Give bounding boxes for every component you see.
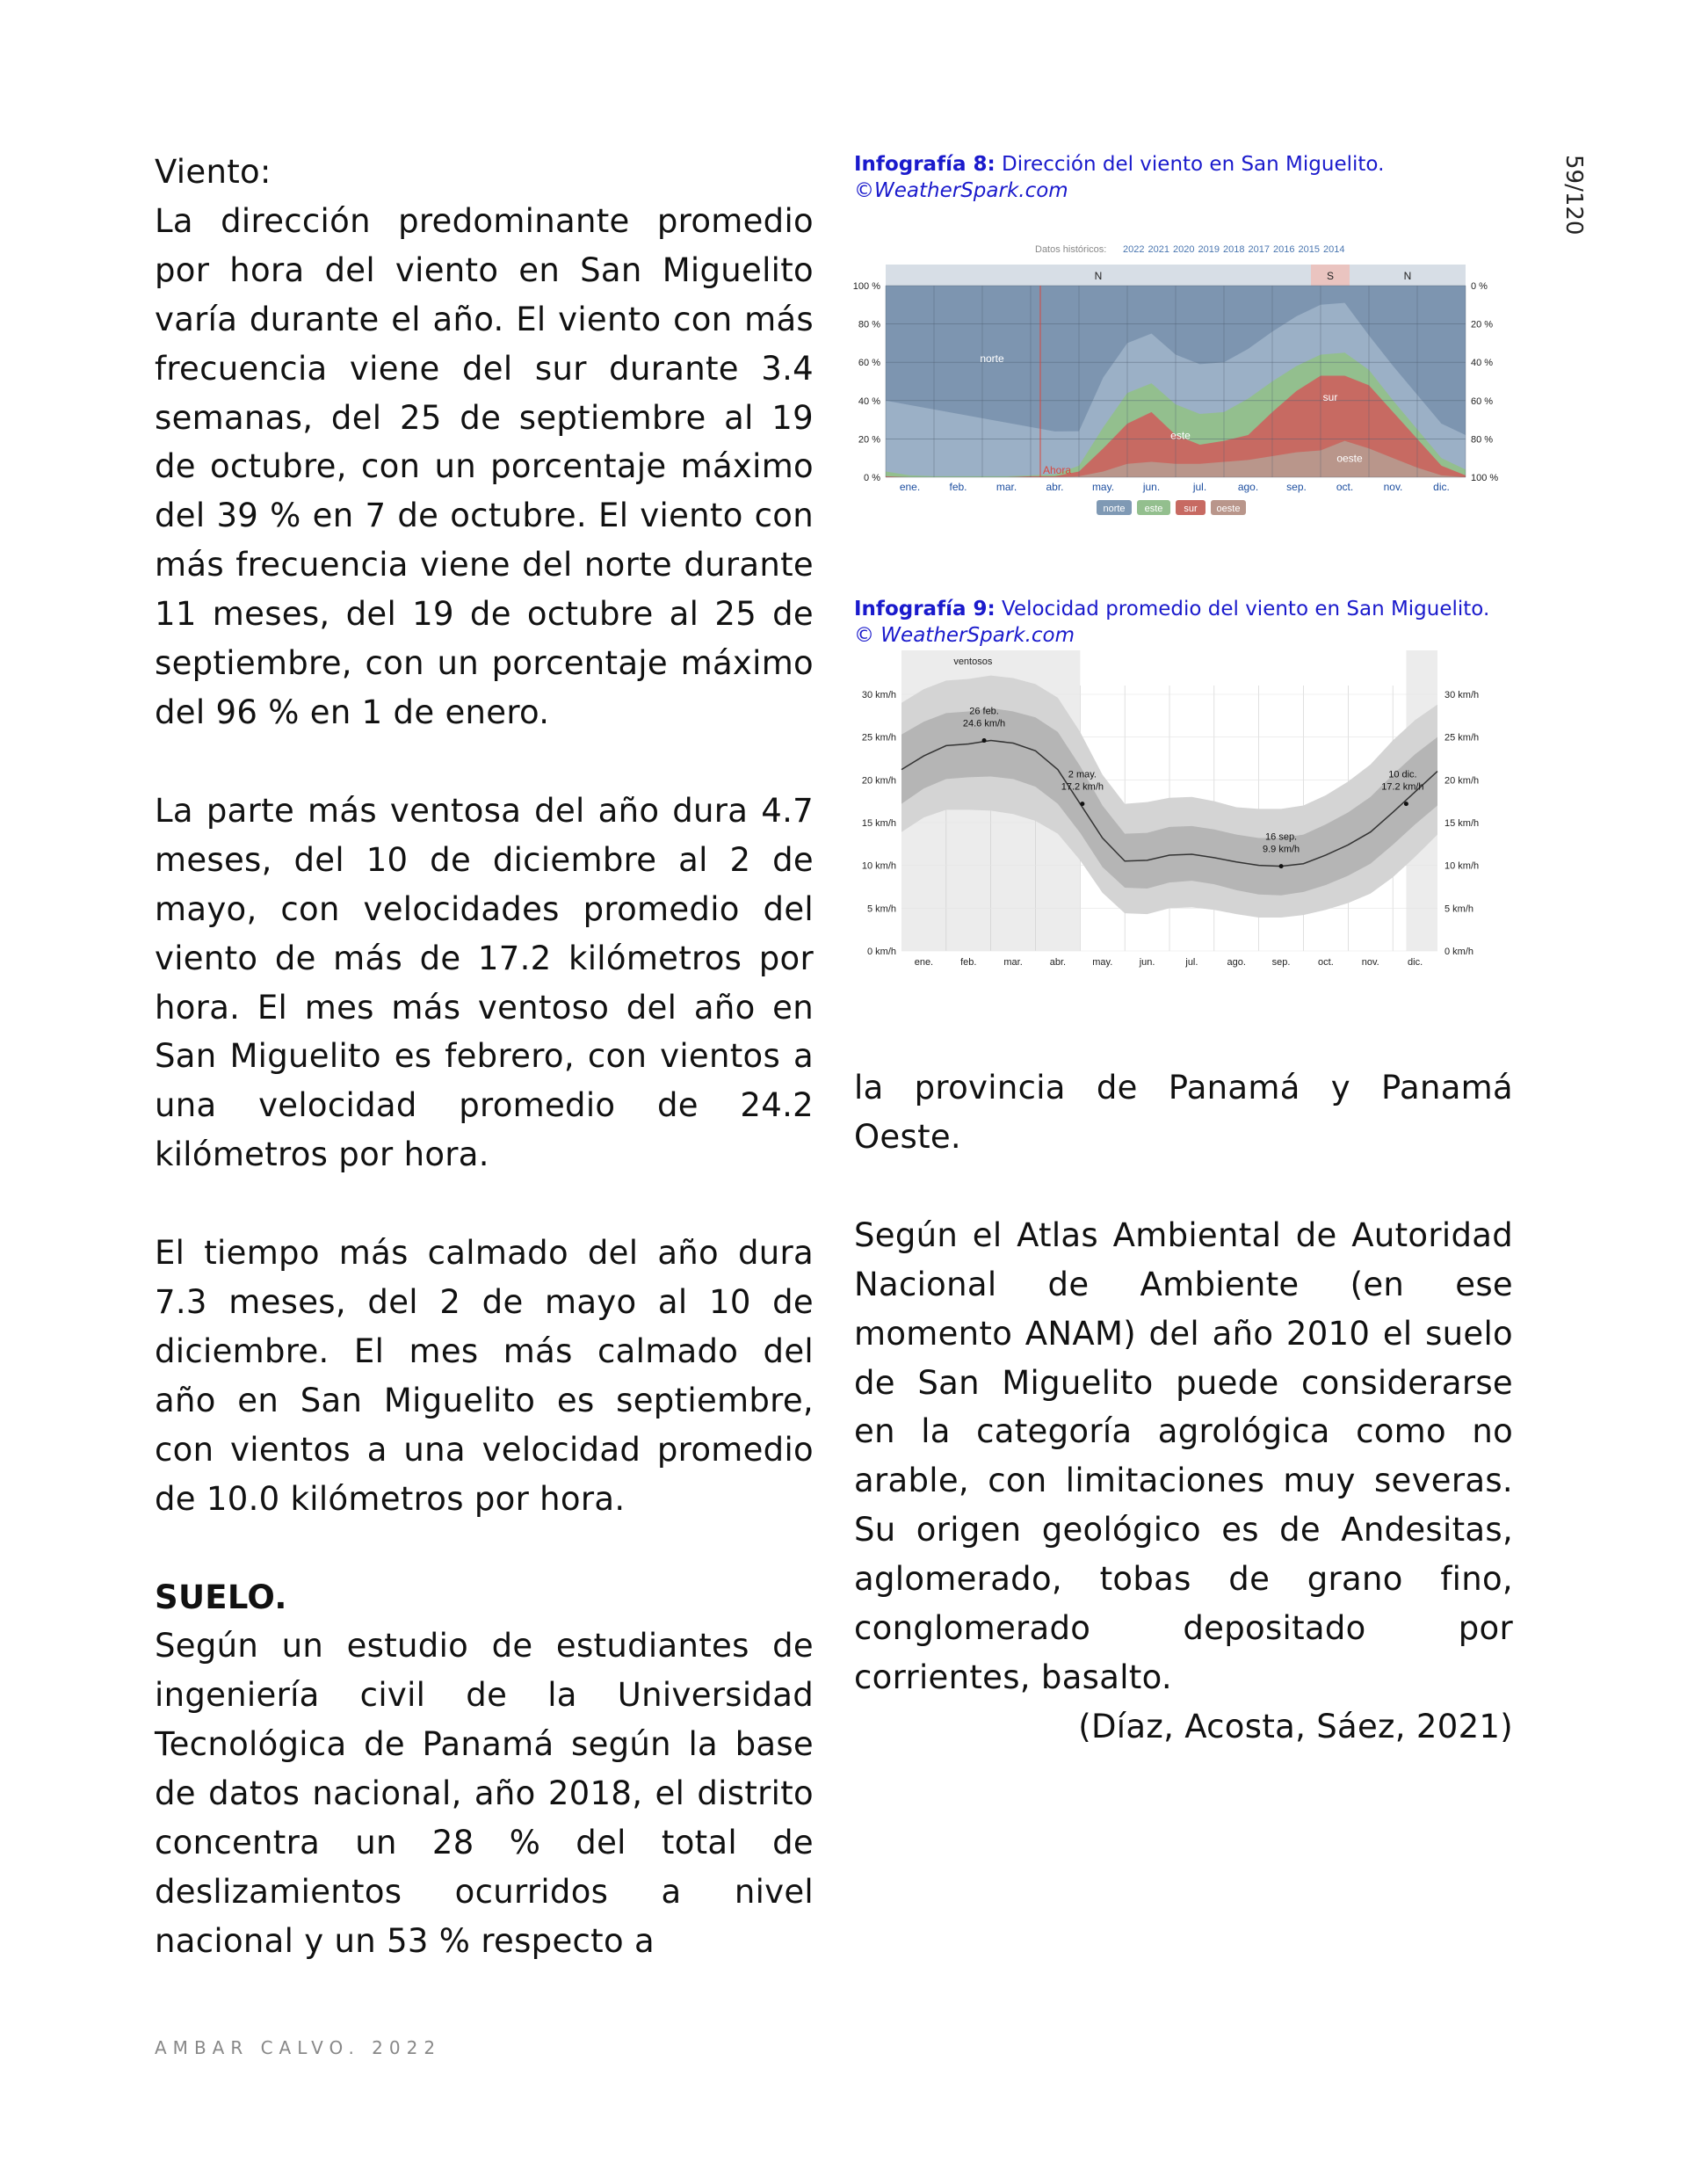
y-axis-left-tick: 60 % xyxy=(858,358,880,369)
y-axis-right-tick: 5 km/h xyxy=(1444,903,1474,915)
dominant-direction-band xyxy=(886,265,1466,286)
page-number: 59/120 xyxy=(1560,155,1587,236)
figure-8-label: Infografía 8: xyxy=(854,153,996,176)
y-axis-left-tick: 25 km/h xyxy=(861,732,896,744)
annotation-value: 17.2 km/h xyxy=(1061,781,1104,793)
y-axis-right-tick: 30 km/h xyxy=(1444,690,1480,700)
dominant-direction-label: N xyxy=(1094,270,1103,282)
figure-9-title: Velocidad promedio del viento en San Miguelito. xyxy=(995,598,1490,620)
annotation-date: 10 dic. xyxy=(1388,769,1417,780)
legend-label-oeste: oeste xyxy=(1216,504,1241,514)
x-axis-tick: ene. xyxy=(899,481,921,493)
left-column xyxy=(155,148,814,1966)
y-axis-right-tick: 0 km/h xyxy=(1444,947,1474,957)
y-axis-left-tick: 0 km/h xyxy=(866,947,896,957)
annotation-date: 16 sep. xyxy=(1265,831,1298,843)
x-axis-tick: ago. xyxy=(1237,481,1259,493)
area-label-norte: norte xyxy=(980,352,1004,366)
y-axis-left-tick: 30 km/h xyxy=(861,690,896,700)
x-axis-tick: feb. xyxy=(949,481,967,493)
province-paragraph: la provincia de Panamá y Panamá Oeste. xyxy=(854,1069,1513,1156)
windy-season-paragraph: La parte más ventosa del año dura 4.7 meses, del 10 de diciembre al 2 de mayo, con velocidades promedio del viento de más de 17.2 kilómetros por hora. El mes más ventoso del año en San Miguelito es febrero, con vientos a una velocidad promedio de 24.2 kilómetros por hora. xyxy=(155,791,814,1174)
now-marker-label: Ahora xyxy=(1043,464,1072,476)
figure-9-source: © WeatherSpark.com xyxy=(854,624,1075,647)
x-axis-tick: jul. xyxy=(1192,481,1207,493)
y-axis-right-tick: 60 % xyxy=(1471,395,1494,407)
annotation-date: 2 may. xyxy=(1068,769,1097,780)
x-axis-tick: ene. xyxy=(914,957,934,968)
dominant-direction-label: S xyxy=(1326,270,1335,282)
x-axis-tick: ago. xyxy=(1227,957,1246,968)
history-year: 2019 xyxy=(1198,244,1220,255)
right-column xyxy=(854,1063,1513,1752)
figure-8-caption xyxy=(854,151,1539,204)
history-year: 2015 xyxy=(1298,244,1320,255)
y-axis-left-tick: 100 % xyxy=(852,281,880,292)
y-axis-right-tick: 25 km/h xyxy=(1444,732,1480,744)
windy-period-label: ventosos xyxy=(953,657,993,667)
x-axis-tick: jul. xyxy=(1185,957,1198,968)
legend-label-sur: sur xyxy=(1184,504,1198,514)
x-axis-tick: may. xyxy=(1091,481,1115,493)
y-axis-left-tick: 15 km/h xyxy=(861,818,896,829)
history-year: 2022 xyxy=(1123,244,1145,255)
annotation-point xyxy=(1404,802,1408,806)
annotation-value: 17.2 km/h xyxy=(1381,781,1424,793)
x-axis-tick: oct. xyxy=(1318,957,1334,968)
y-axis-right-tick: 20 % xyxy=(1471,319,1494,330)
x-axis-tick: mar. xyxy=(996,481,1017,493)
dominant-direction-label: N xyxy=(1403,270,1412,282)
y-axis-left-tick: 5 km/h xyxy=(866,903,896,915)
history-year: 2016 xyxy=(1273,244,1295,255)
annotation-point xyxy=(1279,864,1284,868)
y-axis-left-tick: 80 % xyxy=(858,319,880,330)
citation: (Díaz, Acosta, Sáez, 2021) xyxy=(1078,1707,1513,1745)
figure-9-label: Infografía 9: xyxy=(854,598,996,620)
soil-study-paragraph: Según un estudio de estudiantes de ingeniería civil de la Universidad Tecnológica de Panamá según la base de datos nacional, año 2018, el distrito concentra un 28 % del total de deslizamientos ocurridos a nivel nacional y un 53 % respecto a xyxy=(155,1627,814,1960)
calm-season-paragraph: El tiempo más calmado del año dura 7.3 meses, del 2 de mayo al 10 de diciembre. El mes más calmado del año en San Miguelito es septiembre, con vientos a una velocidad promedio de 10.0 kilómetros por hora. xyxy=(155,1234,814,1518)
y-axis-left-tick: 20 % xyxy=(858,434,880,446)
annotation-value: 24.6 km/h xyxy=(962,718,1006,729)
y-axis-right-tick: 40 % xyxy=(1471,358,1494,369)
y-axis-left-tick: 0 % xyxy=(864,473,880,483)
y-axis-right-tick: 10 km/h xyxy=(1444,860,1480,872)
wind-speed-chart xyxy=(844,650,1529,976)
figure-8-title: Dirección del viento en San Miguelito. xyxy=(995,153,1385,176)
x-axis-tick: sep. xyxy=(1271,957,1291,968)
x-axis-tick: abr. xyxy=(1046,481,1064,493)
wind-direction-chart xyxy=(844,242,1529,541)
area-label-oeste: oeste xyxy=(1336,452,1363,465)
x-axis-tick: jun. xyxy=(1142,481,1161,493)
x-axis-tick: nov. xyxy=(1383,481,1403,493)
annotation-point xyxy=(982,738,987,743)
x-axis-tick: dic. xyxy=(1408,957,1423,968)
figure-9-caption xyxy=(854,596,1539,649)
history-year: 2017 xyxy=(1248,244,1270,255)
history-year: 2014 xyxy=(1323,244,1345,255)
annotation-date: 26 feb. xyxy=(969,706,999,717)
x-axis-tick: sep. xyxy=(1286,481,1307,493)
y-axis-right-tick: 0 % xyxy=(1471,281,1488,292)
soil-heading: SUELO. xyxy=(155,1578,287,1616)
x-axis-tick: oct. xyxy=(1336,481,1354,493)
x-axis-tick: may. xyxy=(1092,957,1113,968)
figure-8-source: ©WeatherSpark.com xyxy=(854,179,1068,202)
wind-heading: Viento: xyxy=(155,153,272,191)
annotation-value: 9.9 km/h xyxy=(1262,844,1300,855)
x-axis-tick: jun. xyxy=(1139,957,1155,968)
area-label-este: este xyxy=(1170,429,1191,442)
x-axis-tick: mar. xyxy=(1003,957,1023,968)
wind-direction-paragraph: La dirección predominante promedio por hora del viento en San Miguelito varía durante el año. El viento con más frecuencia viene del sur durante 3.4 semanas, del 25 de septiembre al 19 de octubre, con un porcentaje máximo del 39 % en 7 de octubre. El viento con más frecuencia viene del norte durante 11 meses, del 19 de octubre al 25 de septiembre, con un porcentaje máximo del 96 % en 1 de enero. xyxy=(155,201,814,731)
legend-label-este: este xyxy=(1144,504,1163,514)
x-axis-tick: nov. xyxy=(1361,957,1379,968)
history-label: Datos históricos: xyxy=(1035,244,1107,255)
history-year: 2020 xyxy=(1173,244,1195,255)
atlas-paragraph: Según el Atlas Ambiental de Autoridad Nacional de Ambiente (en ese momento ANAM) del año 2010 el suelo de San Miguelito puede considerarse en la categoría agrológica como no arable, con limitaciones muy severas. Su origen geológico es de Andesitas, aglomerado, tobas de grano fino, conglomerado depositado por corrientes, basalto. xyxy=(854,1215,1513,1696)
x-axis-tick: abr. xyxy=(1049,957,1067,968)
x-axis-tick: dic. xyxy=(1433,481,1450,493)
legend-label-norte: norte xyxy=(1103,504,1126,514)
history-year: 2021 xyxy=(1148,244,1169,255)
y-axis-left-tick: 20 km/h xyxy=(861,775,896,787)
y-axis-right-tick: 20 km/h xyxy=(1444,775,1480,787)
footer-author: AMBAR CALVO. 2022 xyxy=(155,2037,442,2058)
y-axis-right-tick: 15 km/h xyxy=(1444,818,1480,829)
annotation-point xyxy=(1080,802,1084,806)
y-axis-left-tick: 10 km/h xyxy=(861,860,896,872)
area-label-sur: sur xyxy=(1322,390,1338,403)
y-axis-right-tick: 80 % xyxy=(1471,434,1494,446)
y-axis-left-tick: 40 % xyxy=(858,395,880,407)
y-axis-right-tick: 100 % xyxy=(1471,473,1499,483)
history-year: 2018 xyxy=(1223,244,1245,255)
x-axis-tick: feb. xyxy=(960,957,977,968)
